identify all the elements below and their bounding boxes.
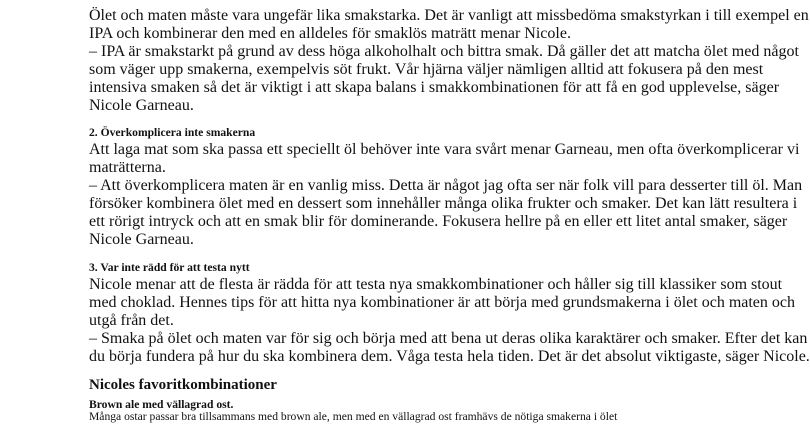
text-line: maträtterna. (89, 159, 166, 176)
text-line: IPA och kombinerar den med en alldeles för smaklös maträtt menar Nicole. (89, 25, 571, 42)
text-line: Nicole Garneau. (89, 231, 194, 248)
text-line: – Att överkomplicera maten är en vanlig miss. Detta är något jag ofta ser när folk vill para desserter till öl. Man (89, 177, 803, 194)
cut-off-text-line: Många ostar passar bra tillsammans med brown ale, men med en vällagrad ost framhävs de nötiga smakerna i ölet (89, 410, 618, 423)
text-line: ett rörigt intryck och att en smak blir för dominerande. Fokusera hellre på en eller ett litet antal smaker, säger (89, 213, 788, 230)
text-line: du börja fundera på hur du ska kombinera dem. Våga testa hela tiden. Det är det absolut viktigaste, säger Nicole. (89, 348, 810, 365)
favorites-first-heading: Brown ale med vällagrad ost. (89, 398, 234, 411)
text-line: Ölet och maten måste vara ungefär lika smakstarka. Det är vanligt att missbedöma smakstyrkan i till exempel en (89, 7, 809, 24)
text-line: Nicole Garneau. (89, 97, 194, 114)
intro-paragraph (89, 7, 809, 115)
text-line: – Smaka på ölet och maten var för sig och börja med att bena ut deras olika karaktärer och smaker. Efter det kan (89, 330, 808, 347)
tip-3-heading: 3. Var inte rädd för att testa nytt (89, 261, 250, 274)
text-line: intensiva smaken så det är viktigt i att skapa balans i smakkombinationen för att få en god upplevelse, säger (89, 79, 780, 96)
tip-2-section (89, 124, 802, 249)
text-line: – IPA är smakstarkt på grund av dess höga alkoholhalt och bittra smak. Då gäller det att matcha ölet med något (89, 43, 799, 60)
favorites-section (89, 376, 618, 423)
text-line: Att laga mat som ska passa ett speciellt öl behöver inte vara svårt menar Garneau, men ofta överkomplicerar vi (89, 141, 800, 158)
text-line: med choklad. Hennes tips för att hitta nya kombinationer är att börja med grundsmakerna i ölet och maten och (89, 294, 796, 311)
favorites-title: Nicoles favoritkombinationer (89, 377, 277, 393)
text-line: som väger upp smakerna, exempelvis söt frukt. Vår hjärna väljer nämligen alltid att fokusera på den mest (89, 61, 764, 78)
text-line: Nicole menar att de flesta är rädda för att testa nya smakkombinationer och håller sig till klassiker som stout (89, 276, 783, 293)
text-line: utgå från det. (89, 312, 174, 329)
text-line: försöker kombinera ölet med en dessert som innehåller många olika frukter och smaker. Det kan lätt resultera i (89, 195, 798, 212)
tip-3-section (89, 259, 810, 366)
tip-2-heading: 2. Överkomplicera inte smakerna (89, 126, 256, 139)
